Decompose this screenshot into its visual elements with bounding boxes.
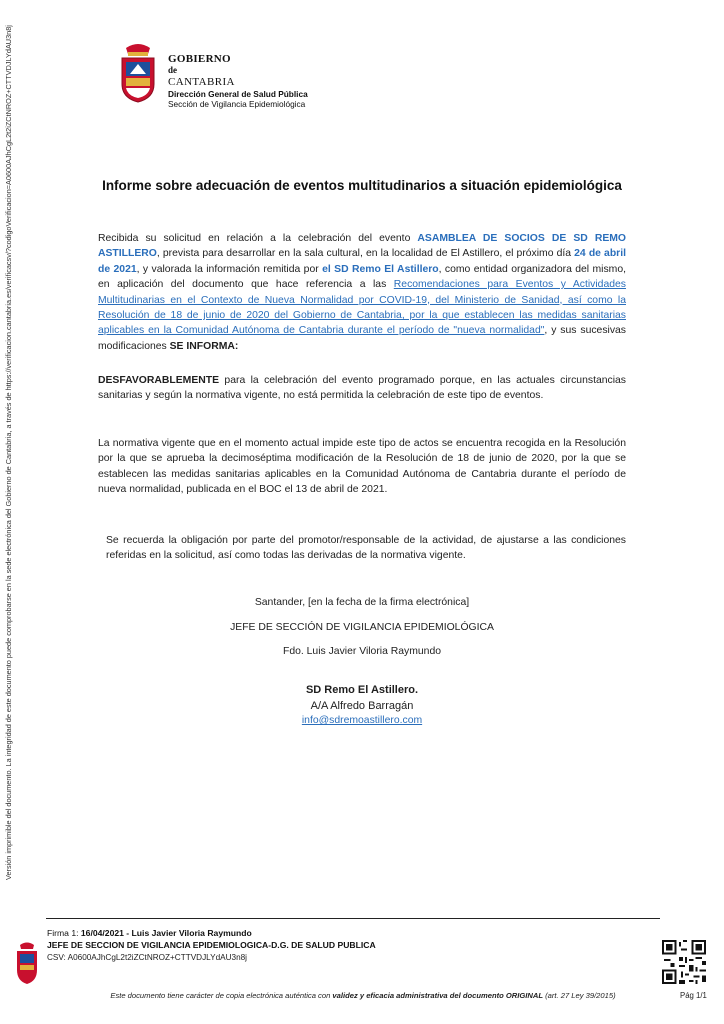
gov-line-1: GOBIERNO bbox=[168, 53, 231, 65]
government-heading bbox=[168, 53, 308, 109]
organizer-name: el SD Remo El Astillero bbox=[322, 263, 439, 275]
recipient-org: SD Remo El Astillero. bbox=[305, 684, 419, 696]
recipient-email bbox=[96, 715, 628, 726]
signature-name: Fdo. Luis Javier Viloria Raymundo bbox=[282, 646, 442, 657]
paragraph-request: Recibida su solicitud en relación a la celebración del evento ASAMBLEA DE SOCIOS DE SD REMO ASTILLERO, prevista para desarrollar en la sala cultural, en la localidad de El Astillero, el próximo día 24 de abril de 2021, y valorada la información remitida por el SD Remo El Astillero, como entidad organizadora del mismo, en aplicación del documento que hace referencia a las Recomendaciones para Eventos y Actividades Multitudinarias en el Contexto de Nueva Normalidad por COVID-19, del Ministerio de Sanidad, así como la Resolución de 18 de junio de 2020 del Gobierno de Cantabria, por la que establecen las medidas sanitarias aplicables en la Comunidad Autónoma de Cantabria durante el período de "nueva normalidad", y sus sucesivas modificaciones SE INFORMA: bbox=[98, 233, 626, 352]
email-link[interactable]: info@sdremoastillero.com bbox=[301, 715, 423, 726]
signature-place: Santander, [en la fecha de la firma electrónica] bbox=[254, 597, 470, 608]
document-title: Informe sobre adecuación de eventos multitudinarios a situación epidemiológica bbox=[102, 178, 622, 193]
cantabria-crest-logo bbox=[116, 40, 160, 104]
page-number: Pág 1/1 bbox=[680, 991, 707, 1000]
gov-line-3: CANTABRIA bbox=[168, 76, 235, 88]
paragraph-regulation: La normativa vigente que en el momento actual impide este tipo de actos se encuentra recogida en la Resolución por la que se aprueba la decimoséptima modificación de la Resolución de 18 de junio de 2020, por la que se establecen las medidas sanitarias aplicables en la Comunidad Autónoma de Cantabria durante el período de nueva normalidad, publicada en el BOC el 13 de abril de 2021. bbox=[98, 438, 626, 496]
paragraph-verdict: DESFAVORABLEMENTE para la celebración del evento programado porque, en las actuales circunstancias sanitarias y según la normativa vigente, no está permitida la celebración de este tipo de eventos. bbox=[98, 375, 626, 402]
paragraph-reminder: Se recuerda la obligación por parte del promotor/responsable de la actividad, de ajustarse a las condiciones referidas en la solicitud, así como todas las derivadas de la normativa vigente. bbox=[106, 535, 626, 562]
verdict-word: DESFAVORABLEMENTE bbox=[98, 375, 220, 386]
qr-code-icon bbox=[662, 940, 706, 984]
event-date: 24 de abril de 2021 bbox=[98, 248, 626, 275]
recommendations-link[interactable]: Recomendaciones para Eventos y Actividades Multitudinarias en el Contexto de Nueva Normalidad por COVID-19, del Ministerio de Sanidad, así como la Resolución de 18 de junio de 2020 del Gobierno de Cantabria, por la que establecen las medidas sanitarias aplicables en la Comunidad Autónoma de Cantabria durante el período de "nueva normalidad" bbox=[98, 279, 626, 337]
gov-line-4: Dirección General de Salud Pública bbox=[168, 89, 308, 99]
footer-crest-logo bbox=[14, 940, 40, 986]
legal-notice: Este documento tiene carácter de copia electrónica auténtica con validez y eficacia administrativa del documento ORIGINAL (art. 27 Ley 39/2015) bbox=[110, 991, 616, 1000]
csv-code: CSV: A0600AJhCgL2t2iZCtNROZ+CTTVDJLYdAU3n8j bbox=[47, 953, 247, 962]
signature-role: JEFE DE SECCIÓN DE VIGILANCIA EPIDEMIOLÓGICA bbox=[230, 622, 494, 633]
gov-line-5: Sección de Vigilancia Epidemiológica bbox=[168, 99, 306, 109]
event-name: ASAMBLEA DE SOCIOS DE SD REMO ASTILLERO bbox=[98, 233, 626, 260]
signature-stamp: Firma 1: 16/04/2021 - Luis Javier Viloria Raymundo bbox=[47, 928, 252, 938]
se-informa: SE INFORMA: bbox=[169, 340, 239, 352]
verification-side-note: Versión imprimible del documento. La integridad de este documento puede comprobarse en la sede electrónica del Gobierno de Cantabria, a través de https://verificacion.cantabria.es/verificacsv/?codigoVerificacion=A0600AJhCgL2t2iZCtNROZ+CTTVDJLYdAU3n8j bbox=[4, 25, 13, 880]
gov-line-2: de bbox=[168, 65, 177, 75]
footer-divider bbox=[46, 918, 660, 919]
signer-position: JEFE DE SECCION DE VIGILANCIA EPIDEMIOLOGICA-D.G. DE SALUD PUBLICA bbox=[47, 940, 376, 950]
recipient-attn: A/A Alfredo Barragán bbox=[310, 700, 414, 712]
